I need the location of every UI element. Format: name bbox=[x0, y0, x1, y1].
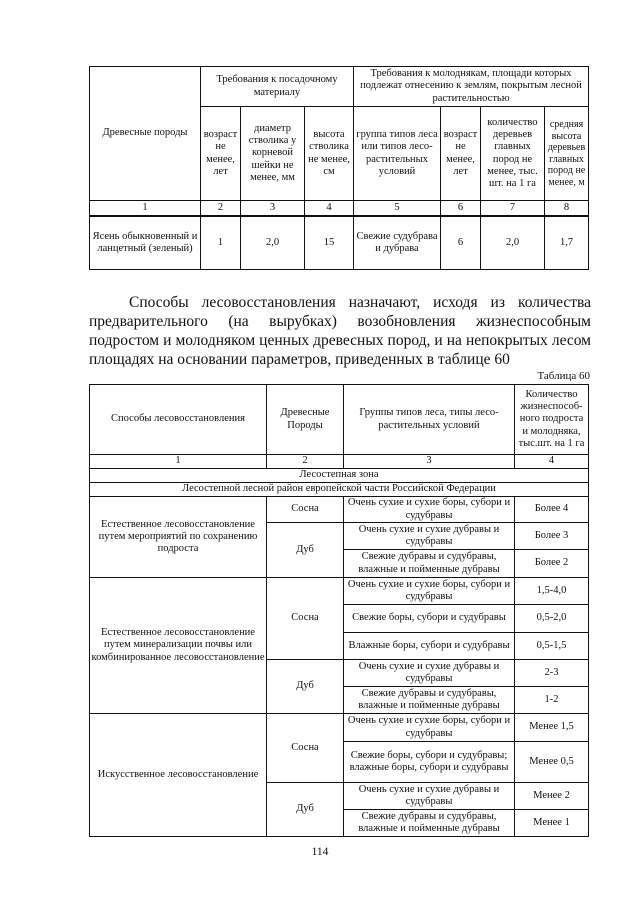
row-count: 2,0 bbox=[481, 216, 545, 270]
col-number: 4 bbox=[305, 201, 354, 216]
forest-type-cell: Очень сухие и сухие боры, субори и судубравы bbox=[344, 497, 515, 523]
col-species-header: Древесные Породы bbox=[267, 385, 344, 455]
col-age2-header: возраст не менее, лет bbox=[441, 107, 481, 201]
col-height-header: высота стволика не менее, см bbox=[305, 107, 354, 201]
col-number: 5 bbox=[354, 201, 441, 216]
col-number: 2 bbox=[201, 201, 241, 216]
col-number: 3 bbox=[241, 201, 305, 216]
col-methods-header: Способы лесовосстановления bbox=[90, 385, 267, 455]
col-forest-type-header: группа типов леса или типов лесо-растительных условий bbox=[354, 107, 441, 201]
count-cell: 0,5-1,5 bbox=[515, 633, 589, 660]
col-number: 4 bbox=[515, 455, 589, 469]
row-age2: 6 bbox=[441, 216, 481, 270]
col-groups-header: Группы типов леса, типы лесо-растительных условий bbox=[344, 385, 515, 455]
col-number: 3 bbox=[344, 455, 515, 469]
reforestation-methods-table bbox=[89, 384, 589, 837]
region-heading: Лесостепной лесной район европейской части Российской Федерации bbox=[90, 483, 589, 497]
body-paragraph: Способы лесовосстановления назначают, исходя из количества предварительного (на вырубках) возобновления жизнеспособным подростом и молодняком ценных древесных пород, и на непокрытых лесом площадях на основании параметров, приведенных в таблице 60 bbox=[89, 294, 591, 368]
col-age-header: возраст не менее, лет bbox=[201, 107, 241, 201]
forest-type-cell: Очень сухие и сухие боры, субори и судубравы bbox=[344, 714, 515, 742]
method-label: Искусственное лесовосстановление bbox=[90, 714, 267, 837]
row-species: Ясень обыкновенный и ланцетный (зеленый) bbox=[90, 216, 201, 270]
forest-type-cell: Свежие дубравы и судубравы, влажные и пойменные дубравы bbox=[344, 687, 515, 714]
forest-type-cell: Свежие дубравы и судубравы, влажные и пойменные дубравы bbox=[344, 550, 515, 578]
count-cell: Менее 1 bbox=[515, 810, 589, 837]
forest-type-cell: Очень сухие и сухие дубравы и судубравы bbox=[344, 783, 515, 810]
species-pine: Сосна bbox=[267, 714, 344, 783]
count-cell: 1-2 bbox=[515, 687, 589, 714]
row-diameter: 2,0 bbox=[241, 216, 305, 270]
col-number: 1 bbox=[90, 455, 267, 469]
forest-type-cell: Свежие боры, субори и судубравы bbox=[344, 605, 515, 633]
species-pine: Сосна bbox=[267, 578, 344, 660]
planting-material-header: Требования к посадочному материалу bbox=[201, 67, 354, 107]
count-cell: Более 3 bbox=[515, 523, 589, 550]
species-oak: Дуб bbox=[267, 660, 344, 714]
species-pine: Сосна bbox=[267, 497, 344, 523]
forest-type-cell: Очень сухие и сухие дубравы и судубравы bbox=[344, 660, 515, 687]
row-height: 15 bbox=[305, 216, 354, 270]
page-number: 114 bbox=[311, 846, 329, 858]
count-cell: Менее 2 bbox=[515, 783, 589, 810]
count-cell: 2-3 bbox=[515, 660, 589, 687]
forest-type-cell: Влажные боры, субори и судубравы bbox=[344, 633, 515, 660]
row-avg-height: 1,7 bbox=[545, 216, 589, 270]
method-label: Естественное лесовосстановление путем мероприятий по сохранению подроста bbox=[90, 497, 267, 578]
forest-type-cell: Свежие дубравы и судубравы, влажные и пойменные дубравы bbox=[344, 810, 515, 837]
requirements-table bbox=[89, 66, 589, 270]
count-cell: Более 2 bbox=[515, 550, 589, 578]
table-caption: Таблица 60 bbox=[537, 370, 590, 382]
col-number: 2 bbox=[267, 455, 344, 469]
zone-heading: Лесостепная зона bbox=[90, 469, 589, 483]
col-count-header: Количество жизнеспособ-ного подроста и молодняка, тыс.шт. на 1 га bbox=[515, 385, 589, 455]
col-number: 8 bbox=[545, 201, 589, 216]
col-count-header: количество деревьев главных пород не менее, тыс. шт. на 1 га bbox=[481, 107, 545, 201]
species-oak: Дуб bbox=[267, 783, 344, 837]
col-number: 7 bbox=[481, 201, 545, 216]
count-cell: Менее 1,5 bbox=[515, 714, 589, 742]
young-stand-header: Требования к молоднякам, площади которых подлежат отнесению к землям, покрытым лесной растительностью bbox=[354, 67, 589, 107]
count-cell: Менее 0,5 bbox=[515, 742, 589, 783]
row-forest-type: Свежие судубрава и дубрава bbox=[354, 216, 441, 270]
count-cell: Более 4 bbox=[515, 497, 589, 523]
count-cell: 1,5-4,0 bbox=[515, 578, 589, 605]
forest-type-cell: Очень сухие и сухие дубравы и судубравы bbox=[344, 523, 515, 550]
col-species-header: Древесные породы bbox=[90, 67, 201, 201]
row-age: 1 bbox=[201, 216, 241, 270]
col-number: 1 bbox=[90, 201, 201, 216]
species-oak: Дуб bbox=[267, 523, 344, 578]
count-cell: 0,5-2,0 bbox=[515, 605, 589, 633]
forest-type-cell: Очень сухие и сухие боры, субори и судубравы bbox=[344, 578, 515, 605]
col-diameter-header: диаметр стволика у корневой шейки не менее, мм bbox=[241, 107, 305, 201]
method-label: Естественное лесовосстановление путем минерализации почвы или комбинированное лесовосстановление bbox=[90, 578, 267, 714]
col-avg-height-header: средняя высота деревьев главных пород не менее, м bbox=[545, 107, 589, 201]
col-number: 6 bbox=[441, 201, 481, 216]
forest-type-cell: Свежие боры, субори и судубравы; влажные боры, субори и судубравы bbox=[344, 742, 515, 783]
